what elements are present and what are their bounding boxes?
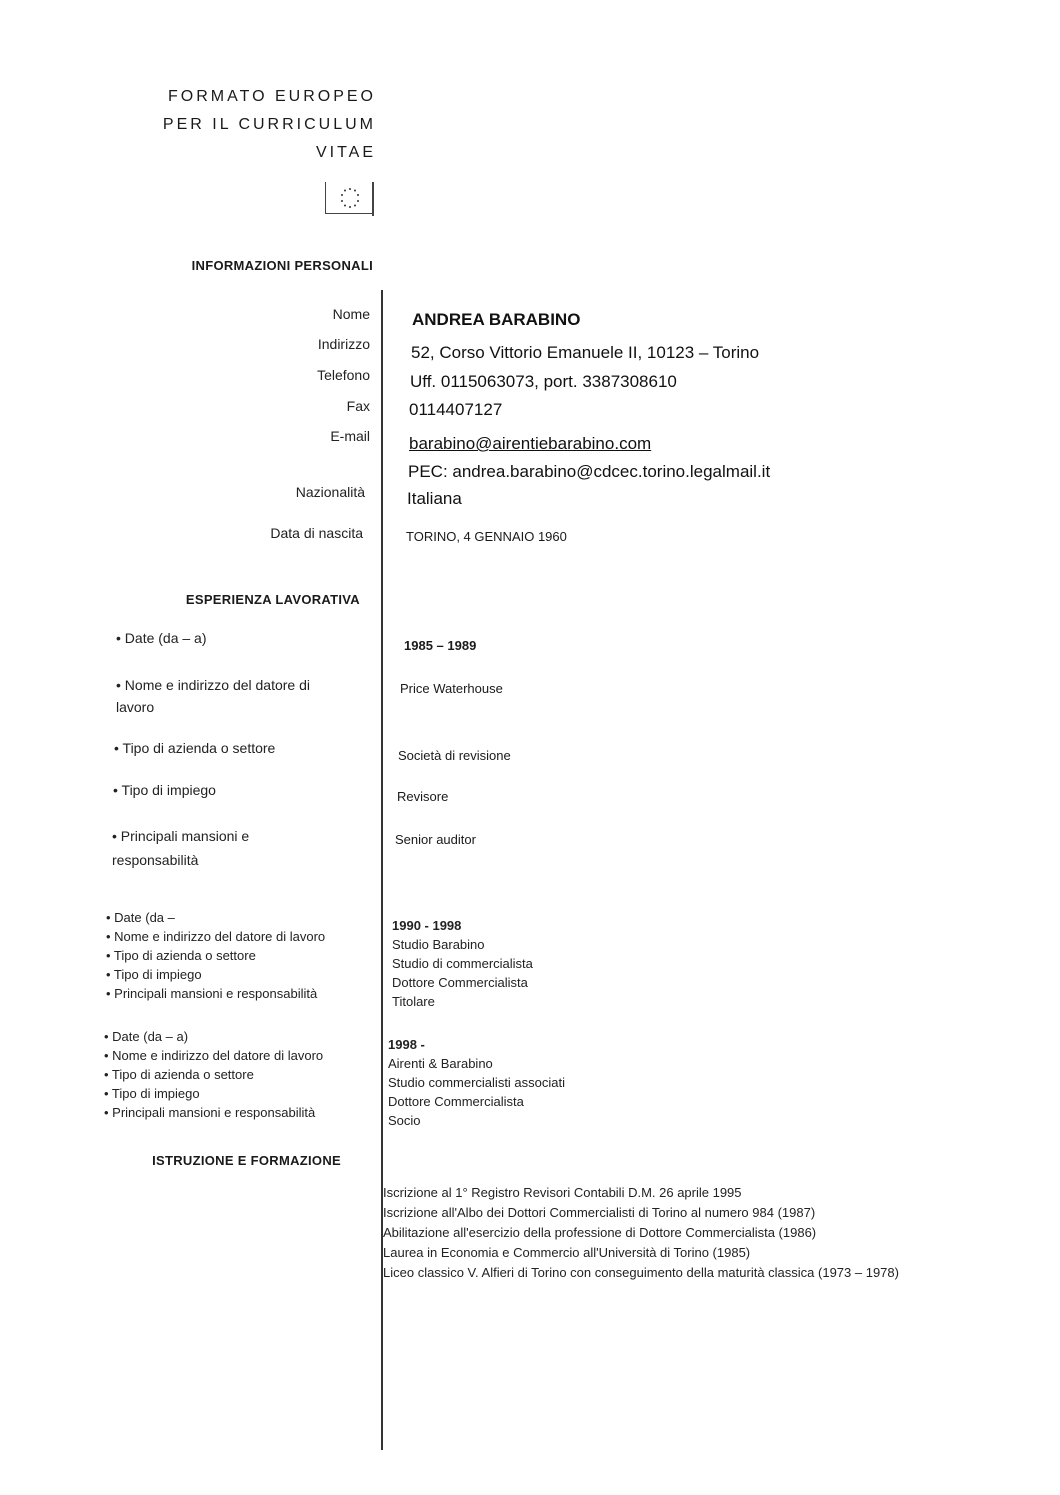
education-item: Abilitazione all'esercizio della professione di Dottore Commercialista (1986) [383, 1225, 817, 1240]
job3-value: Dottore Commercialista [388, 1094, 524, 1109]
name-value: ANDREA BARABINO [412, 310, 581, 329]
job2-label: • Tipo di impiego [106, 967, 202, 982]
education-item: Iscrizione all'Albo dei Dottori Commercialisti di Torino al numero 984 (1987) [383, 1205, 816, 1220]
job2-label: • Nome e indirizzo del datore di lavoro [106, 929, 326, 944]
job1-duties-label: • Principali mansioni e responsabilità [112, 828, 250, 868]
birth-label: Data di nascita [270, 525, 363, 541]
education-list [383, 1183, 899, 1283]
address-value: 52, Corso Vittorio Emanuele II, 10123 – Torino [411, 343, 760, 362]
job1-sector-label: • Tipo di azienda o settore [114, 740, 276, 756]
nationality-value: Italiana [407, 489, 462, 508]
job3-labels [104, 1027, 323, 1122]
job2-value: Studio Barabino [392, 937, 485, 952]
email-label: E-mail [330, 428, 370, 444]
phone-value: Uff. 0115063073, port. 3387308610 [410, 372, 677, 391]
phone-label: Telefono [317, 367, 370, 383]
job1-employer-label: • Nome e indirizzo del datore di lavoro [116, 677, 310, 715]
job2-value: Titolare [392, 994, 435, 1009]
cv-title-line3: VITAE [315, 144, 376, 161]
job3-label: • Principali mansioni e responsabilità [104, 1105, 316, 1120]
pec-value: PEC: andrea.barabino@cdcec.torino.legalmail.it [408, 462, 771, 481]
job2-label: • Principali mansioni e responsabilità [106, 986, 318, 1001]
flag-divider [372, 182, 374, 216]
job3-value: Socio [388, 1113, 421, 1128]
section-education: ISTRUZIONE E FORMAZIONE [152, 1153, 341, 1168]
job2-value: Dottore Commercialista [392, 975, 528, 990]
education-item: Liceo classico V. Alfieri di Torino con conseguimento della maturità classica (1973 – 1978) [383, 1265, 899, 1280]
job2-labels [106, 908, 325, 1003]
nationality-label: Nazionalità [295, 484, 365, 500]
cv-title-line1: FORMATO EUROPEO [168, 88, 376, 105]
job2-value: 1990 - 1998 [392, 918, 462, 933]
fax-label: Fax [346, 398, 370, 414]
job3-label: • Tipo di impiego [104, 1086, 200, 1101]
job3-value: 1998 - [388, 1037, 425, 1052]
job3-value: Studio commercialisti associati [388, 1075, 566, 1090]
job1-sector-value: Società di revisione [398, 748, 511, 763]
job1-employer-value: Price Waterhouse [400, 681, 503, 696]
education-item: Laurea in Economia e Commercio all'Università di Torino (1985) [383, 1245, 751, 1260]
job1-role-value: Revisore [397, 789, 449, 804]
job3-label: • Date (da – a) [104, 1029, 189, 1044]
job3-values [388, 1035, 565, 1130]
address-label: Indirizzo [317, 336, 370, 352]
email-link[interactable]: barabino@airentiebarabino.com [409, 434, 652, 453]
fax-value: 0114407127 [409, 400, 503, 419]
section-work-experience: ESPERIENZA LAVORATIVA [185, 592, 360, 607]
job1-role-label: • Tipo di impiego [113, 782, 216, 798]
name-label: Nome [332, 306, 370, 322]
eu-flag-icon [325, 182, 373, 214]
job2-value: Studio di commercialista [392, 956, 533, 971]
section-personal-info: INFORMAZIONI PERSONALI [191, 258, 373, 273]
job1-dates-label: • Date (da – a) [116, 630, 207, 646]
job2-values [392, 916, 533, 1011]
job2-label: • Date (da – [106, 910, 175, 925]
cv-title-line2: PER IL CURRICULUM [162, 116, 376, 133]
birth-value: TORINO, 4 GENNAIO 1960 [406, 529, 567, 544]
job3-label: • Nome e indirizzo del datore di lavoro [104, 1048, 324, 1063]
job1-dates-value: 1985 – 1989 [404, 638, 477, 653]
education-item: Iscrizione al 1° Registro Revisori Contabili D.M. 26 aprile 1995 [383, 1185, 742, 1200]
job1-duties-value: Senior auditor [395, 832, 476, 847]
job2-label: • Tipo di azienda o settore [106, 948, 256, 963]
job3-label: • Tipo di azienda o settore [104, 1067, 254, 1082]
job3-value: Airenti & Barabino [388, 1056, 493, 1071]
